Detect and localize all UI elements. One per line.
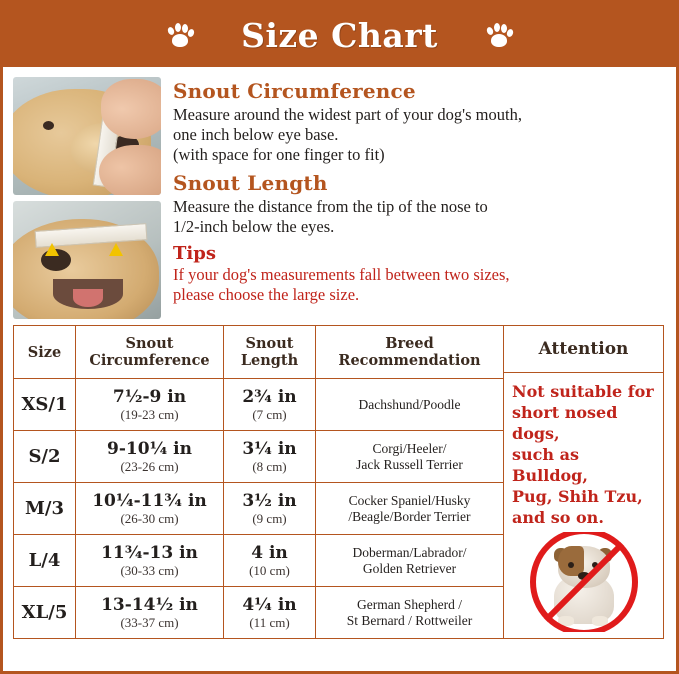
cell-size: L/4	[14, 535, 76, 587]
size-table-section	[3, 321, 676, 647]
paw-icon-left	[165, 20, 195, 50]
cell-breeds	[316, 587, 504, 639]
attention-heading: Attention	[504, 326, 663, 373]
warning-line-2: short nosed dogs,	[512, 403, 618, 443]
page-title: Size Chart	[241, 15, 438, 55]
circ-inches: 7½-9 in	[112, 386, 187, 407]
breed-line: Dachshund/Poodle	[358, 396, 461, 412]
warning-line-3: such as Bulldog,	[512, 445, 588, 485]
cell-breeds	[316, 535, 504, 587]
circ-cm: (33-37 cm)	[120, 614, 179, 630]
tips-heading: Tips	[173, 243, 216, 264]
breed-line: German Shepherd /	[357, 596, 462, 612]
cell-length	[224, 431, 316, 483]
len-inches: 3½ in	[242, 490, 297, 511]
cell-breeds	[316, 379, 504, 431]
circ-cm: (26-30 cm)	[120, 510, 179, 526]
photo-column	[13, 77, 161, 319]
len-inches: 4 in	[251, 542, 288, 563]
snout-length-heading: Snout Length	[173, 171, 328, 195]
cell-size: XS/1	[14, 379, 76, 431]
warning-line-4: Pug, Shih Tzu,	[512, 487, 643, 506]
cell-circumference	[76, 483, 224, 535]
table-row	[14, 431, 504, 483]
table-row	[14, 535, 504, 587]
snout-circumference-heading: Snout Circumference	[173, 79, 416, 103]
tips-line-1: If your dog's measurements fall between two sizes,	[173, 265, 510, 284]
paw-icon-right	[484, 20, 514, 50]
snout-circumference-line-1: Measure around the widest part of your dog's mouth,	[173, 105, 522, 124]
snout-length-photo	[13, 201, 161, 319]
cell-length	[224, 535, 316, 587]
snout-length-line-1: Measure the distance from the tip of the nose to	[173, 197, 488, 216]
snout-circumference-line-3: (with space for one finger to fit)	[173, 145, 385, 164]
table-header-row	[14, 326, 504, 379]
snout-circumference-line-2: one inch below eye base.	[173, 125, 339, 144]
snout-circumference-body	[173, 105, 666, 165]
len-inches: 3¼ in	[242, 438, 297, 459]
breed-line: St Bernard / Rottweiler	[346, 612, 473, 628]
cell-breeds	[316, 483, 504, 535]
cell-length	[224, 483, 316, 535]
len-cm: (10 cm)	[249, 562, 290, 578]
breed-line: Corgi/Heeler/	[372, 440, 447, 456]
cell-length	[224, 587, 316, 639]
len-cm: (9 cm)	[252, 510, 287, 526]
breed-line: Golden Retriever	[362, 560, 457, 576]
header-size: Size	[14, 326, 76, 379]
snout-length-line-2: 1/2-inch below the eyes.	[173, 217, 335, 236]
header-snout-length: Snout Length	[224, 326, 316, 379]
circ-cm: (19-23 cm)	[120, 406, 179, 422]
warning-line-1: Not suitable for	[512, 382, 654, 401]
cell-circumference	[76, 379, 224, 431]
breed-line: /Beagle/Border Terrier	[348, 508, 471, 524]
warning-line-5: and so on.	[512, 508, 604, 527]
instructions-text	[173, 77, 666, 319]
header-breed-recommendation: Breed Recommendation	[316, 326, 504, 379]
snout-length-body	[173, 197, 666, 237]
breed-line: Cocker Spaniel/Husky	[348, 492, 471, 508]
table-row	[14, 587, 504, 639]
bulldog-prohibited-image	[510, 532, 657, 632]
table-row	[14, 379, 504, 431]
circ-cm: (30-33 cm)	[120, 562, 179, 578]
len-cm: (11 cm)	[249, 614, 290, 630]
len-cm: (8 cm)	[252, 458, 287, 474]
table-row	[14, 483, 504, 535]
circ-inches: 13-14½ in	[101, 594, 198, 615]
len-inches: 2¾ in	[242, 386, 297, 407]
cell-size: M/3	[14, 483, 76, 535]
breed-line: Doberman/Labrador/	[352, 544, 467, 560]
circ-cm: (23-26 cm)	[120, 458, 179, 474]
tips-body	[173, 265, 666, 305]
cell-length	[224, 379, 316, 431]
snout-circumference-photo	[13, 77, 161, 195]
len-inches: 4¼ in	[242, 594, 297, 615]
cell-size: XL/5	[14, 587, 76, 639]
cell-breeds	[316, 431, 504, 483]
circ-inches: 11¾-13 in	[101, 542, 198, 563]
attention-panel	[504, 325, 664, 639]
instructions-section	[3, 67, 676, 321]
size-table	[13, 325, 504, 639]
cell-circumference	[76, 535, 224, 587]
cell-circumference	[76, 587, 224, 639]
header-snout-circumference: Snout Circumference	[76, 326, 224, 379]
circ-inches: 10¼-11¾ in	[92, 490, 207, 511]
page-header	[3, 3, 676, 67]
breed-line: Jack Russell Terrier	[356, 456, 463, 472]
cell-circumference	[76, 431, 224, 483]
circ-inches: 9-10¼ in	[106, 438, 192, 459]
attention-warning	[504, 373, 663, 530]
len-cm: (7 cm)	[252, 406, 287, 422]
cell-size: S/2	[14, 431, 76, 483]
tips-line-2: please choose the large size.	[173, 285, 360, 304]
